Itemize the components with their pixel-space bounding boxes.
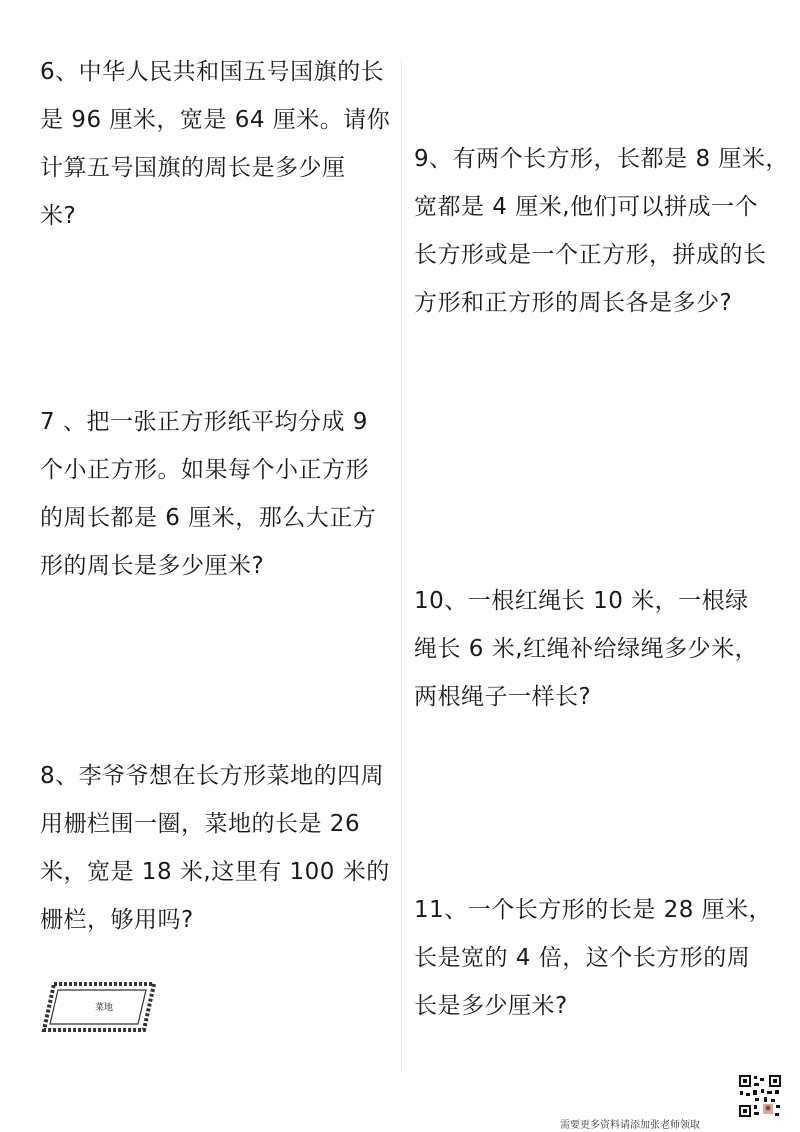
question-line: 栅栏，够用吗?: [40, 907, 194, 933]
question-11: [414, 886, 772, 1030]
vegetable-garden-figure: [40, 980, 158, 1034]
question-line: 用栅栏围一圈，菜地的长是 26: [40, 811, 361, 837]
question-6: [40, 48, 390, 240]
question-line: 8、李爷爷想在长方形菜地的四周: [40, 763, 385, 789]
footer-note: 需要更多资料请添加张老师领取: [560, 1120, 700, 1131]
question-line: 米?: [40, 203, 77, 229]
question-line: 米，宽是 18 米,这里有 100 米的: [40, 859, 390, 885]
question-line: 9、有两个长方形，长都是 8 厘米，: [414, 146, 789, 172]
question-line: 方形和正方形的周长各是多少?: [414, 290, 733, 316]
question-line: 计算五号国旗的周长是多少厘: [40, 155, 346, 181]
question-line: 个小正方形。如果每个小正方形: [40, 457, 369, 483]
question-line: 绳长 6 米,红绳补给绿绳多少米，: [414, 636, 759, 662]
question-7: [40, 398, 376, 590]
question-10: [414, 577, 758, 721]
question-line: 长是宽的 4 倍，这个长方形的周: [414, 945, 751, 971]
question-9: [414, 135, 789, 327]
question-line: 长方形或是一个正方形，拼成的长: [414, 242, 767, 268]
qr-code-icon: [738, 1074, 782, 1118]
question-line: 形的周长是多少厘米?: [40, 553, 265, 579]
question-line: 长是多少厘米?: [414, 993, 568, 1019]
question-line: 10、一根红绳长 10 米，一根绿: [414, 588, 749, 614]
question-line: 的周长都是 6 厘米，那么大正方: [40, 505, 377, 531]
question-line: 7 、把一张正方形纸平均分成 9: [40, 409, 368, 435]
question-line: 11、一个长方形的长是 28 厘米，: [414, 897, 773, 923]
question-line: 两根绳子一样长?: [414, 684, 592, 710]
column-divider: [401, 60, 402, 1070]
question-line: 宽都是 4 厘米,他们可以拼成一个: [414, 194, 759, 220]
question-8: [40, 752, 390, 944]
garden-label: 菜地: [94, 1003, 113, 1013]
question-line: 是 96 厘米，宽是 64 厘米。请你: [40, 107, 391, 133]
question-line: 6、中华人民共和国五号国旗的长: [40, 59, 385, 85]
